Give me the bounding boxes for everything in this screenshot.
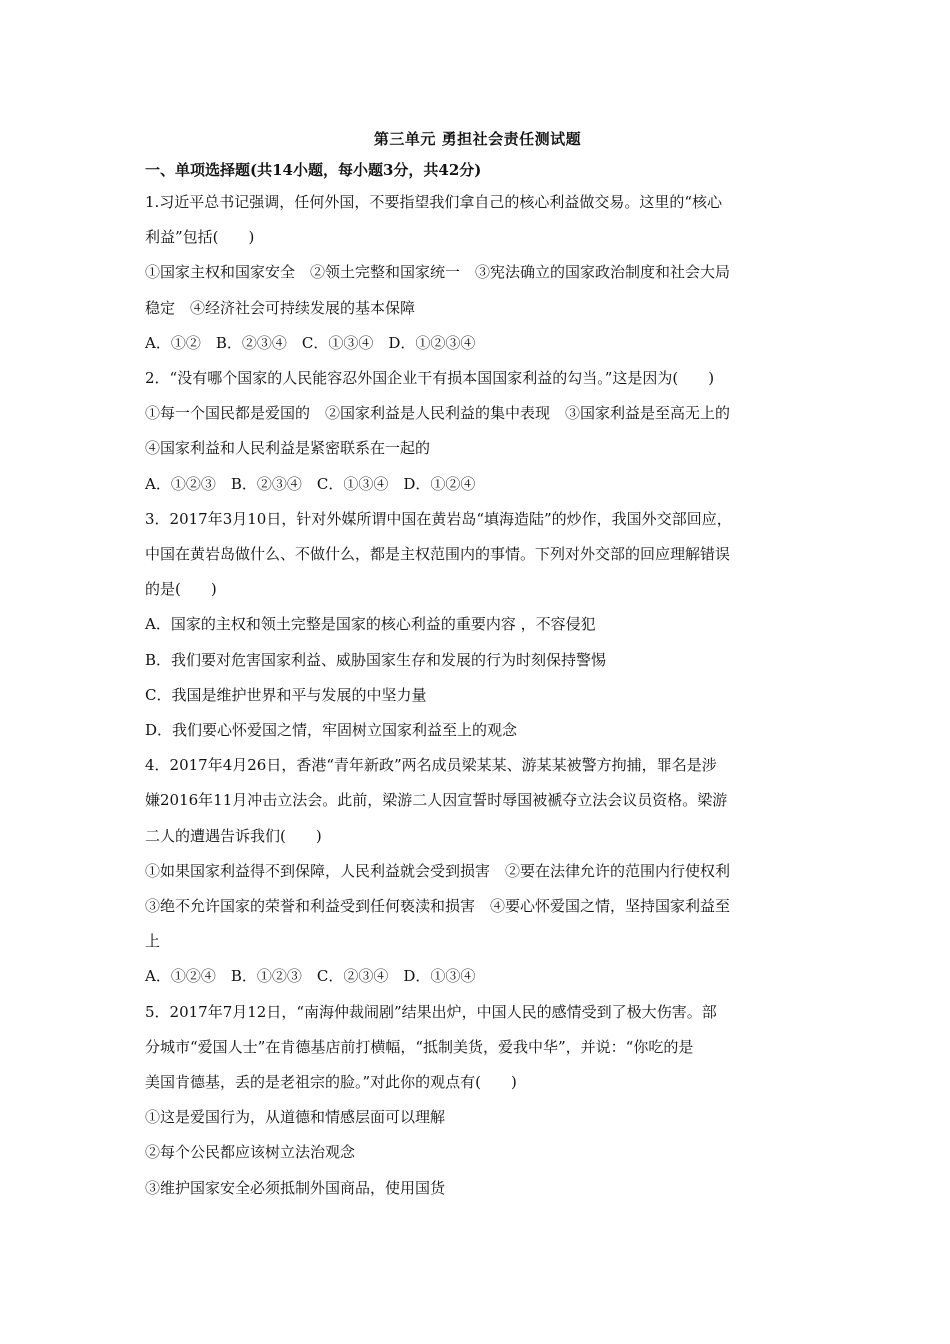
text-line: 的是( ) (145, 580, 217, 599)
text-line: 上 (145, 932, 161, 951)
page-title: 第三单元 勇担社会责任测试题 (373, 130, 582, 148)
option-line: C．我国是维护世界和平与发展的中坚力量 (145, 685, 427, 704)
text-line: 中国在黄岩岛做什么、不做什么，都是主权范围内的事情。下列对外交部的回应理解错误 (145, 545, 731, 564)
text-line: 5．2017年7月12日，“南海仲裁闹剧”结果出炉，中国人民的感情受到了极大伤害。部 (145, 1002, 717, 1021)
question-2 (145, 361, 810, 502)
exam-page (145, 128, 810, 1206)
text-line: 嫌2016年11月冲击立法会。此前，梁游二人因宣誓时辱国被褫夺立法会议员资格。梁游 (145, 791, 728, 810)
question-5 (145, 995, 810, 1206)
text-line: 2．“没有哪个国家的人民能容忍外国企业干有损本国国家利益的勾当。”这是因为( ) (145, 369, 715, 388)
option-line: D．我们要心怀爱国之情，牢固树立国家利益至上的观念 (145, 721, 518, 740)
text-line: 稳定 ④经济社会可持续发展的基本保障 (145, 298, 416, 317)
answer-options: A．①②③ B．②③④ C．①③④ D．①②④ (145, 474, 476, 493)
text-line: ③绝不允许国家的荣誉和利益受到任何亵渎和损害 ④要心怀爱国之情，坚持国家利益至 (145, 897, 731, 916)
option-line: A．国家的主权和领土完整是国家的核心利益的重要内容 ，不容侵犯 (145, 615, 596, 634)
text-line: ①每一个国民都是爱国的 ②国家利益是人民利益的集中表现 ③国家利益是至高无上的 (145, 404, 731, 423)
text-line: ②每个公民都应该树立法治观念 (145, 1143, 356, 1162)
text-line: ①国家主权和国家安全 ②领土完整和国家统一 ③宪法确立的国家政治制度和社会大局 (145, 263, 731, 282)
text-line: 4．2017年4月26日，香港“青年新政”两名成员梁某某、游某某被警方拘捕，罪名是涉 (145, 756, 717, 775)
question-1 (145, 185, 810, 361)
text-line: 二人的遭遇告诉我们( ) (145, 826, 322, 845)
text-line: 美国肯德基，丢的是老祖宗的脸。”对此你的观点有( ) (145, 1073, 517, 1092)
text-line: ①如果国家利益得不到保障，人民利益就会受到损害 ②要在法律允许的范围内行使权利 (145, 861, 731, 880)
answer-options: A．①② B．②③④ C．①③④ D．①②③④ (145, 333, 476, 352)
question-3 (145, 502, 810, 748)
section-heading: 一、单项选择题(共14小题，每小题3分，共42分) (145, 161, 482, 179)
text-line: ①这是爱国行为，从道德和情感层面可以理解 (145, 1108, 446, 1127)
option-line: B．我们要对危害国家利益、威胁国家生存和发展的行为时刻保持警惕 (145, 650, 607, 669)
text-line: 利益”包括( ) (145, 228, 255, 247)
text-line: 1.习近平总书记强调，任何外国，不要指望我们拿自己的核心利益做交易。这里的“核心 (145, 193, 722, 211)
answer-options: A．①②④ B．①②③ C．②③④ D．①③④ (145, 967, 476, 986)
text-line: ③维护国家安全必须抵制外国商品，使用国货 (145, 1178, 446, 1197)
text-line: 分城市“爱国人士”在肯德基店前打横幅，“抵制美货，爱我中华”，并说：“你吃的是 (145, 1037, 694, 1056)
text-line: ④国家利益和人民利益是紧密联系在一起的 (145, 439, 431, 458)
text-line: 3．2017年3月10日，针对外媒所谓中国在黄岩岛“填海造陆”的炒作，我国外交部回应， (145, 509, 732, 528)
question-4 (145, 748, 810, 994)
